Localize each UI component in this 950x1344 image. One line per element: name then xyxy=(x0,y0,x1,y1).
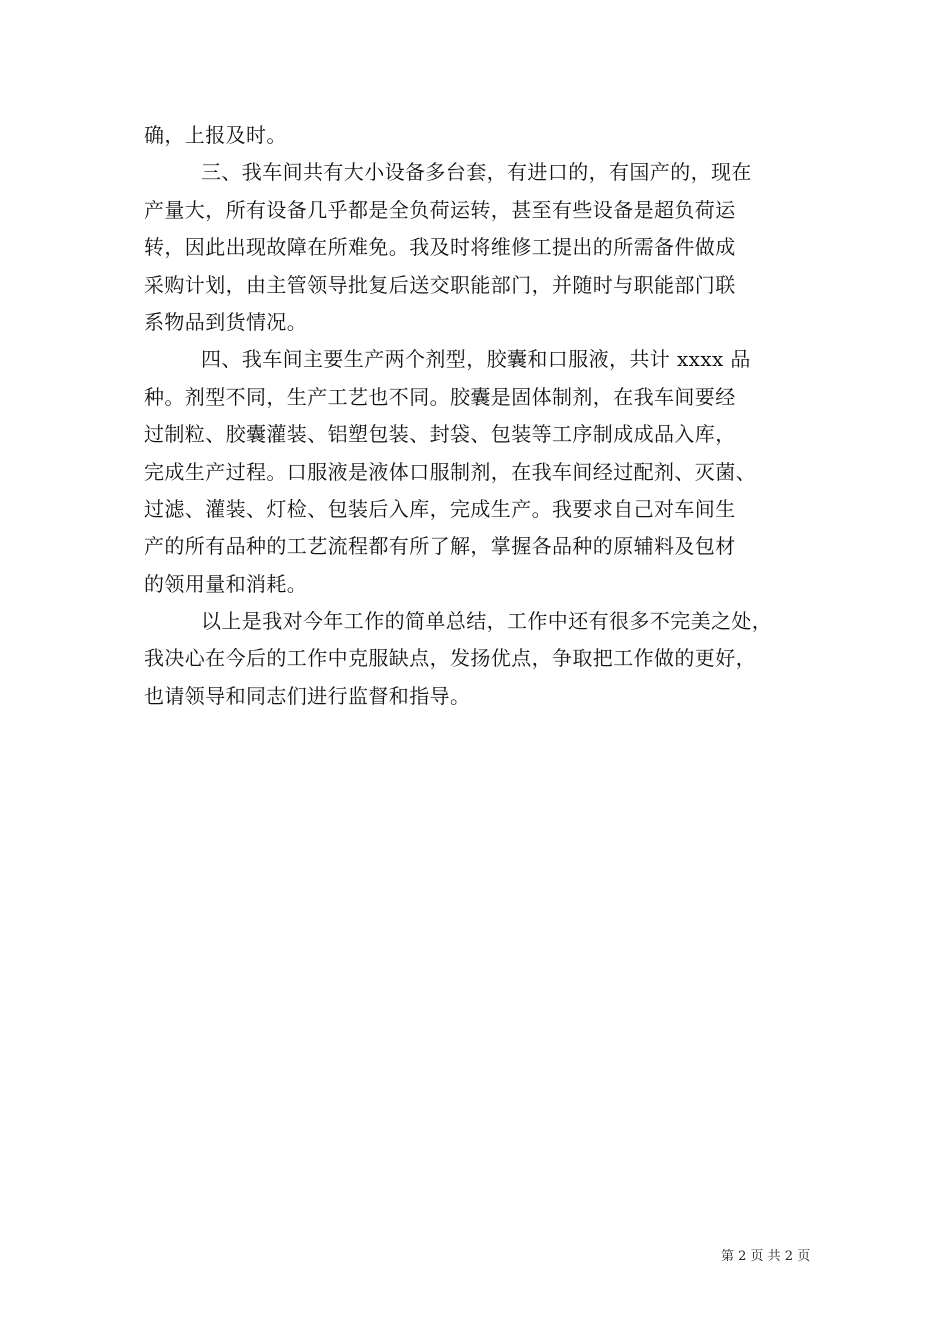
text-line: 系物品到货情况。 xyxy=(144,309,308,334)
text-line: 也请领导和同志们进行监督和指导。 xyxy=(144,683,471,708)
text-line: 完成生产过程。口服液是液体口服制剂，在我车间经过配剂、灭菌、 xyxy=(144,459,756,484)
text-line: 产的所有品种的工艺流程都有所了解，掌握各品种的原辅料及包材 xyxy=(144,534,736,559)
paragraph-4-start: 四、我车间主要生产两个剂型，胶囊和口服液，共计 xxxx 品 xyxy=(201,347,751,372)
text-line: 确，上报及时。 xyxy=(144,123,287,147)
text-line: 我决心在今后的工作中克服缺点，发扬优点，争取把工作做的更好， xyxy=(144,646,756,671)
text-line: 采购计划，由主管领导批复后送交职能部门，并随时与职能部门联 xyxy=(144,272,736,297)
page-number: 第 2 页 共 2 页 xyxy=(721,1249,811,1264)
text-line: 过制粒、胶囊灌装、铝塑包装、封袋、包装等工序制成成品入库， xyxy=(144,422,736,447)
document-body xyxy=(144,117,806,715)
text-line: 过滤、灌装、灯检、包装后入库，完成生产。我要求自己对车间生 xyxy=(144,496,736,521)
text-line: 转，因此出现故障在所难免。我及时将维修工提出的所需备件做成 xyxy=(144,235,736,260)
paragraph-3-start: 三、我车间共有大小设备多台套，有进口的，有国产的，现在 xyxy=(201,160,752,185)
text-line: 种。剂型不同，生产工艺也不同。胶囊是固体制剂，在我车间要经 xyxy=(144,384,736,409)
text-line: 产量大，所有设备几乎都是全负荷运转，甚至有些设备是超负荷运 xyxy=(144,197,736,222)
text-line: 的领用量和消耗。 xyxy=(144,571,308,596)
summary-paragraph-start: 以上是我对今年工作的简单总结，工作中还有很多不完美之处， xyxy=(201,609,773,634)
